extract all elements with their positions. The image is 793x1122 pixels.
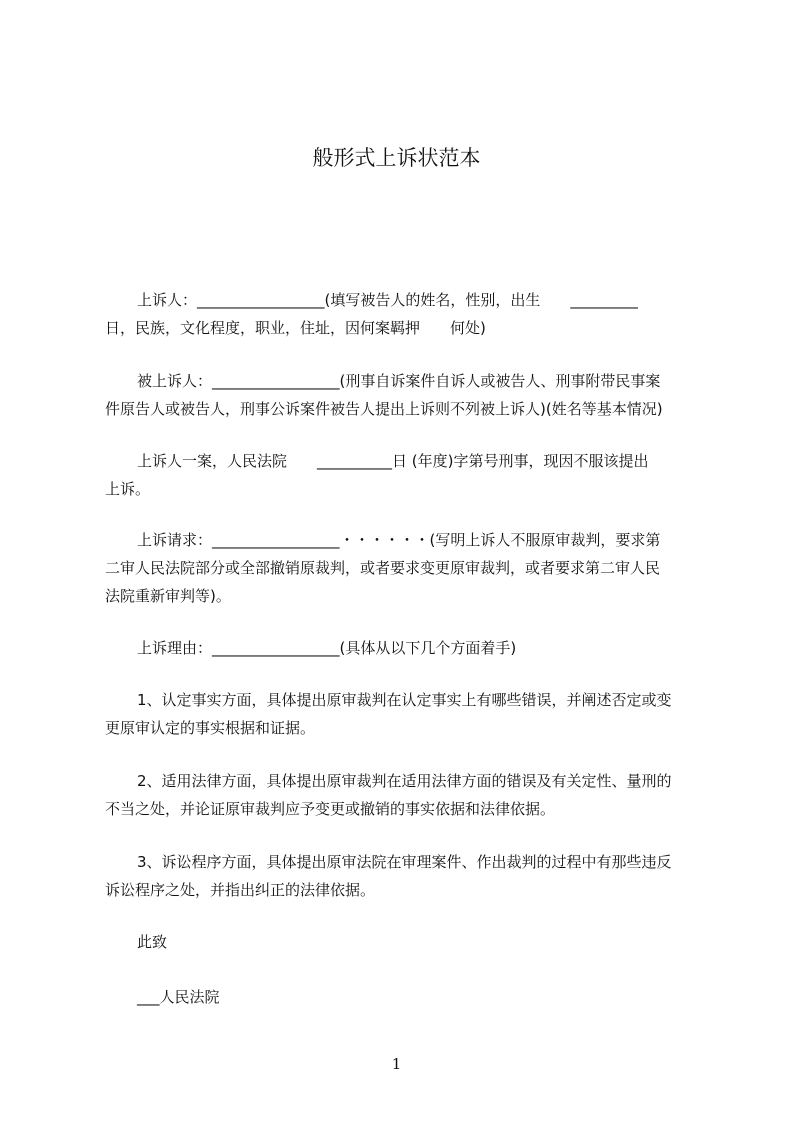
text-line: 法院重新审判等)。 [105, 587, 231, 605]
text-line: 更原审认定的事实根据和证据。 [105, 719, 316, 737]
closing-paragraph [105, 928, 705, 956]
text-line: 不当之处，并论证原审裁判应予变更或撤销的事实依据和法律依据。 [105, 800, 556, 818]
page-number: 1 [391, 1055, 402, 1073]
reason-procedure-paragraph [105, 848, 705, 904]
closing-text: 此致 [137, 933, 168, 951]
text-line: 3、诉讼程序方面，具体提出原审法院在审理案件、作出裁判的过程中有那些违反 [137, 853, 672, 871]
text-line: 上诉人：_________________(填写被告人的姓名，性别，出生 _________ [137, 291, 638, 309]
text-line: 被上诉人：_________________(刑事自诉案件自诉人或被告人、刑事附带民事案 [137, 372, 661, 390]
document-title: 般形式上诉状范本 [312, 146, 481, 170]
text-line: 1、认定事实方面，具体提出原审裁判在认定事实上有哪些错误，并阐述否定或变 [137, 691, 672, 709]
appellant-paragraph [105, 286, 705, 342]
appellee-paragraph [105, 367, 705, 423]
text-line: 诉讼程序之处，并指出纠正的法律依据。 [105, 881, 376, 899]
court-name: ___人民法院 [137, 988, 220, 1006]
appeal-request-paragraph [105, 526, 705, 610]
text-line: 上诉。 [105, 480, 151, 498]
reason-facts-paragraph [105, 686, 705, 742]
appeal-reason-paragraph [105, 634, 705, 662]
court-paragraph [105, 983, 705, 1011]
text-line: 日，民族，文化程度，职业，住址，因何案羁押 何处) [105, 319, 486, 337]
text-line: 上诉人一案，人民法院 __________日 (年度)字第号刑事，现因不服该提出 [137, 452, 649, 470]
text-line: 二审人民法院部分或全部撤销原裁判，或者要求变更原审裁判，或者要求第二审人民 [105, 559, 661, 577]
reason-law-paragraph [105, 767, 705, 823]
text-line: 2、适用法律方面，具体提出原审裁判在适用法律方面的错误及有关定性、量刑的 [137, 772, 672, 790]
text-line: 上诉请求：_________________・・・・・・(写明上诉人不服原审裁判，要求第 [137, 531, 661, 549]
text-line: 上诉理由：_________________(具体从以下几个方面着手) [137, 639, 517, 657]
text-line: 件原告人或被告人，刑事公诉案件被告人提出上诉则不列被上诉人)(姓名等基本情况) [105, 400, 663, 418]
case-paragraph [105, 447, 705, 503]
